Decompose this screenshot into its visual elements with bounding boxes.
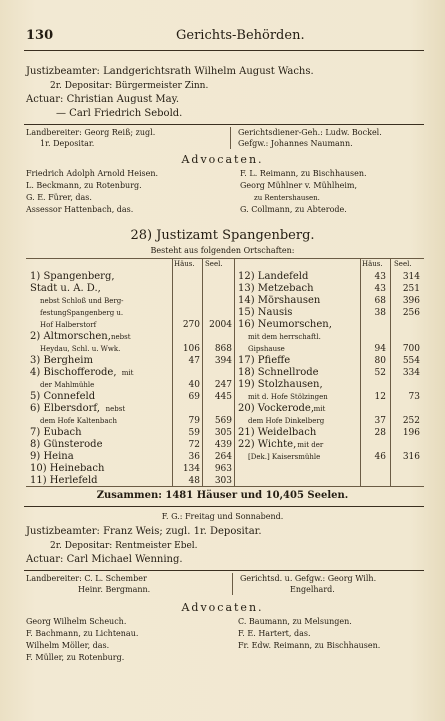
b2-right-a: Gerichtsd. u. Gefgw.: Georg Wilh. [240, 574, 377, 583]
left-souls-value: 264 [214, 452, 232, 462]
left-place-note: mit [121, 369, 134, 377]
section-subtitle: Besteht aus folgenden Ortschaften: [150, 246, 295, 255]
b1-right-b: Gefgw.: Johannes Naumann. [238, 139, 353, 148]
b1-right-a: Gerichtsdiener-Geh.: Ludw. Bockel. [238, 128, 382, 137]
head-houses-left: Häus. [174, 260, 195, 268]
b2-adv-left-4: F. Müller, zu Rotenburg. [26, 653, 125, 662]
left-place-name: 3) Bergheim [30, 355, 93, 366]
head-souls-left: Seel. [205, 260, 223, 268]
right-place-note: Gipshause [248, 345, 285, 353]
b1-adv-right-3: zu Rentershausen. [254, 194, 320, 202]
running-title: Gerichts-Behörden. [176, 28, 305, 43]
right-place-name: 14) Mörshausen [238, 295, 321, 306]
left-souls-value: 305 [214, 428, 232, 438]
b2-adv-left-2: F. Bachmann, zu Lichtenau. [26, 629, 139, 638]
table-bottom-rule [26, 486, 424, 487]
section-title: 28) Justizamt Spangenberg. [130, 228, 315, 243]
right-souls-value: 314 [402, 272, 420, 282]
b2-adv-right-2: F. E. Hartert, das. [238, 629, 311, 638]
left-souls-value: 2004 [209, 320, 232, 330]
right-place-name: 18) Schnellrode [238, 367, 319, 378]
left-houses-value: 134 [182, 464, 200, 474]
left-houses-value: 72 [188, 440, 200, 450]
left-houses-value: 36 [188, 452, 200, 462]
b1-adv-right-2: Georg Mühlner v. Mühlheim, [240, 181, 358, 190]
left-place-note: festungSpangenberg u. [40, 309, 124, 317]
right-place-name: 21) Weidelbach [238, 427, 317, 438]
right-place-name: 17) Pfieffe [238, 355, 291, 366]
right-place-name: 19) Stolzhausen, [238, 379, 323, 390]
b1-adv-right-1: F. L. Reimann, zu Bischhausen. [240, 169, 367, 178]
left-place-name: 1) Spangenberg, [30, 271, 115, 282]
right-souls-value: 334 [402, 368, 420, 378]
page-number: 130 [26, 28, 54, 43]
b1-left-b: 1r. Depositar. [40, 139, 95, 148]
right-houses-value: 43 [374, 284, 386, 294]
b1-line4: — Carl Friedrich Sebold. [56, 108, 183, 119]
table-mid-divider [234, 258, 235, 486]
right-souls-value: 196 [402, 428, 420, 438]
left-houses-value: 59 [188, 428, 200, 438]
b2-adv-left-3: Wilhelm Möller, das. [26, 641, 110, 650]
right-houses-value: 12 [374, 392, 386, 402]
head-houses-right: Häus. [362, 260, 383, 268]
left-houses-value: 48 [188, 476, 200, 486]
left-souls-value: 963 [214, 464, 232, 474]
b2-right-b: Engelhard. [290, 585, 335, 594]
left-place-name: 6) Elbersdorf, [30, 403, 100, 414]
b1-adv-right-4: G. Collmann, zu Abterode. [240, 205, 347, 214]
section-total: Zusammen: 1481 Häuser und 10,405 Seelen. [96, 490, 349, 501]
b1-adv-left-2: L. Beckmann, zu Rotenburg. [26, 181, 142, 190]
left-place-note: Heydau, Schl. u. Wwk. [40, 345, 121, 353]
left-souls-value: 445 [214, 392, 232, 402]
right-souls-value: 252 [402, 416, 420, 426]
left-houses-value: 69 [188, 392, 200, 402]
head-souls-right: Seel. [394, 260, 412, 268]
right-place-note: mit der [297, 441, 324, 449]
right-souls-value: 316 [402, 452, 420, 462]
right-houses-value: 80 [374, 356, 386, 366]
left-place-name: 7) Eubach [30, 427, 82, 438]
b1-line3: Actuar: Christian August May. [26, 94, 180, 105]
right-souls-value: 256 [402, 308, 420, 318]
right-place-name: 16) Neumorschen, [238, 319, 332, 330]
b1-line1: Justizbeamter: Landgerichtsrath Wilhelm August Wachs. [26, 66, 314, 77]
right-souls-value: 396 [402, 296, 420, 306]
header-rule [24, 50, 424, 51]
table-col-souls-right [390, 258, 391, 486]
right-place-note: [Dek.] Kaisersmühle [248, 453, 321, 461]
left-houses-value: 106 [182, 344, 200, 354]
left-place-name: 4) Bischofferode, [30, 367, 117, 378]
b2-adv-right-3: Fr. Edw. Reimann, zu Bischhausen. [238, 641, 381, 650]
right-place-note: mit d. Hofe Stölzingen [248, 393, 328, 401]
left-place-note: Hof Halberstorf [40, 321, 97, 329]
b2-rule [24, 570, 424, 571]
b2-line2: 2r. Depositar: Rentmeister Ebel. [50, 541, 198, 551]
right-place-name: 13) Metzebach [238, 283, 314, 294]
right-houses-value: 52 [374, 368, 386, 378]
left-houses-value: 40 [188, 380, 200, 390]
b1-left-a: Landbereiter: Georg Reiß; zugl. [26, 128, 156, 137]
left-houses-value: 270 [182, 320, 200, 330]
b1-adv-left-1: Friedrich Adolph Arnold Heisen. [26, 169, 159, 178]
left-souls-value: 394 [214, 356, 232, 366]
b2-divider [232, 573, 233, 595]
right-place-note: mit dem herrschaftl. [248, 333, 321, 341]
left-place-note: der Mahlmühle [40, 381, 95, 389]
right-place-note: mit [313, 405, 326, 413]
b2-left-a: Landbereiter: C. L. Schember [26, 574, 147, 583]
b1-divider [230, 127, 231, 149]
left-place-name: 8) Günsterode [30, 439, 103, 450]
left-place-note: nebst Schloß und Berg- [40, 297, 124, 305]
b2-adv-right-1: C. Baumann, zu Melsungen. [238, 617, 352, 626]
b2-advocates-heading: Advocaten. [181, 601, 264, 614]
b1-advocates-heading: Advocaten. [181, 153, 264, 166]
left-houses-value: 79 [188, 416, 200, 426]
left-place-note: dem Hofe Kaltenbach [40, 417, 117, 425]
b2-left-b: Heinr. Bergmann. [78, 585, 151, 594]
b2-line3: Actuar: Carl Michael Wenning. [26, 554, 183, 565]
right-houses-value: 38 [374, 308, 386, 318]
left-place-name: 11) Herlefeld [30, 475, 98, 486]
left-place-name: 2) Altmorschen, [30, 331, 111, 342]
right-place-name: 12) Landefeld [238, 271, 309, 282]
table-top-rule [26, 258, 424, 259]
left-place-note: nebst [111, 333, 131, 341]
b1-rule [24, 124, 424, 125]
right-place-name: 15) Nausis [238, 307, 293, 318]
b2-adv-left-1: Georg Wilhelm Scheuch. [26, 617, 127, 626]
right-souls-value: 73 [408, 392, 420, 402]
left-place-name: 5) Connefeld [30, 391, 96, 402]
right-place-note: dem Hofe Dinkelberg [248, 417, 325, 425]
right-souls-value: 700 [402, 344, 420, 354]
right-place-name: 22) Wichte, [238, 439, 297, 450]
right-souls-value: 251 [402, 284, 420, 294]
left-place-name: Stadt u. A. D., [30, 283, 101, 294]
right-houses-value: 94 [374, 344, 386, 354]
b1-adv-left-4: Assessor Hattenbach, das. [26, 205, 134, 214]
left-souls-value: 247 [214, 380, 232, 390]
table-col-souls-left [202, 258, 203, 486]
right-houses-value: 28 [374, 428, 386, 438]
right-souls-value: 554 [402, 356, 420, 366]
left-place-name: 9) Heina [30, 451, 74, 462]
left-place-note: nebst [105, 405, 126, 413]
right-houses-value: 68 [374, 296, 386, 306]
b1-adv-left-3: G. E. Fürer, das. [26, 193, 92, 202]
left-houses-value: 47 [188, 356, 200, 366]
right-houses-value: 43 [374, 272, 386, 282]
b2-line1: Justizbeamter: Franz Weis; zugl. 1r. Depositar. [26, 526, 262, 537]
right-houses-value: 37 [374, 416, 386, 426]
left-souls-value: 303 [214, 476, 232, 486]
b2-court-days: F. G.: Freitag und Sonnabend. [161, 512, 284, 521]
b1-line2: 2r. Depositar: Bürgermeister Zinn. [50, 81, 209, 91]
left-place-name: 10) Heinebach [30, 463, 105, 474]
left-souls-value: 569 [214, 416, 232, 426]
section-rule [24, 506, 424, 507]
left-souls-value: 868 [214, 344, 232, 354]
left-souls-value: 439 [214, 440, 232, 450]
right-place-name: 20) Vockerode, [238, 403, 315, 414]
right-houses-value: 46 [374, 452, 386, 462]
